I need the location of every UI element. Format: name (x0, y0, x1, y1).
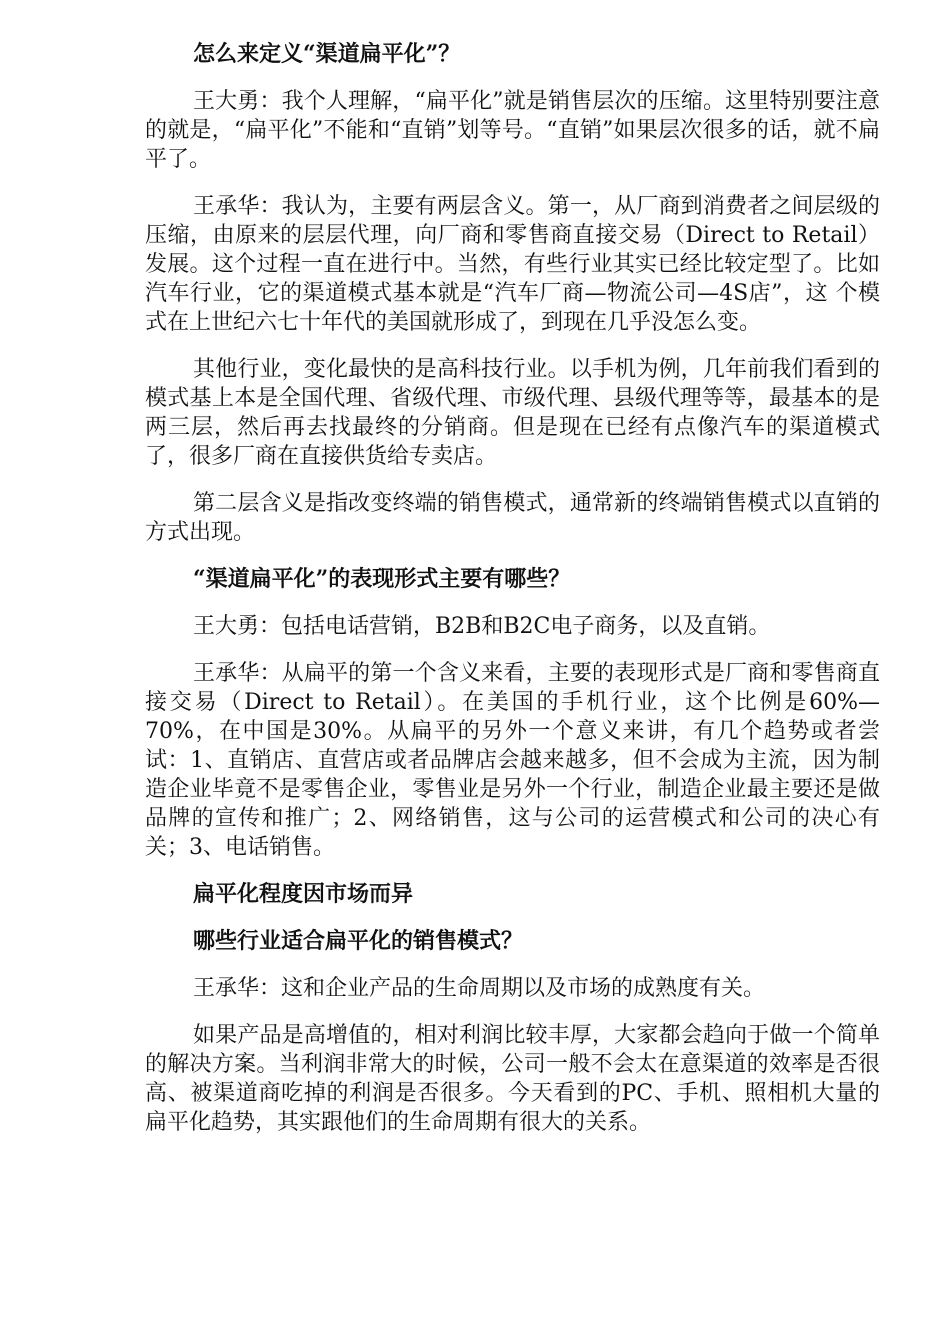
section-heading-forms: “渠道扁平化”的表现形式主要有哪些？ (193, 566, 571, 592)
paragraph: 第二层含义是指改变终端的销售模式，通常新的终端销售模式以直销的方式出现。 (145, 491, 880, 545)
section-heading-market: 扁平化程度因市场而异 (193, 881, 414, 907)
paragraph: 王承华：这和企业产品的生命周期以及市场的成熟度有关。 (193, 976, 766, 1001)
paragraph: 王承华：从扁平的第一个含义来看，主要的表现形式是厂商和零售商直接交易（Direct to Retail）。在美国的手机行业，这个比例是60%—70%，在中国是30%。从扁平的另外一个意义来讲，有几个趋势或者尝试：1、直销店、直营店或者品牌店会越来越多，但不会成为主流，因为制造企业毕竟不是零售企业，零售业是另外一个行业，制造企业最主要还是做品牌的宣传和推广；2、网络销售，这与公司的运营模式和公司的决心有关；3、电话销售。 (145, 661, 880, 860)
document-page (145, 40, 880, 1155)
section-heading-definition: 怎么来定义“渠道扁平化”？ (193, 41, 461, 67)
paragraph: 王大勇：我个人理解，“扁平化”就是销售层次的压缩。这里特别要注意的就是，“扁平化”不能和“直销”划等号。“直销”如果层次很多的话，就不扁平了。 (145, 89, 880, 172)
paragraph: 王大勇：包括电话营销，B2B和B2C电子商务，以及直销。 (193, 614, 771, 639)
paragraph: 其他行业，变化最快的是高科技行业。以手机为例，几年前我们看到的模式基上本是全国代理、省级代理、市级代理、县级代理等等，最基本的是两三层，然后再去找最终的分销商。但是现在已经有点像汽车的渠道模式了，很多厂商在直接供货给专卖店。 (145, 357, 880, 469)
paragraph: 王承华：我认为，主要有两层含义。第一，从厂商到消费者之间层级的压缩，由原来的层层代理，向厂商和零售商直接交易（Direct to Retail）发展。这个过程一直在进行中。当然，有些行业其实已经比较定型了。比如汽车行业，它的渠道模式基本就是“汽车厂商—物流公司—4S店”，这 个模式在上世纪六七十年代的美国就形成了，到现在几乎没怎么变。 (145, 194, 880, 335)
paragraph: 如果产品是高增值的，相对利润比较丰厚，大家都会趋向于做一个简单的解决方案。当利润非常大的时候，公司一般不会太在意渠道的效率是否很高、被渠道商吃掉的利润是否很多。今天看到的PC、手机、照相机大量的扁平化趋势，其实跟他们的生命周期有很大的关系。 (145, 1023, 880, 1135)
section-heading-industries: 哪些行业适合扁平化的销售模式？ (193, 928, 524, 954)
